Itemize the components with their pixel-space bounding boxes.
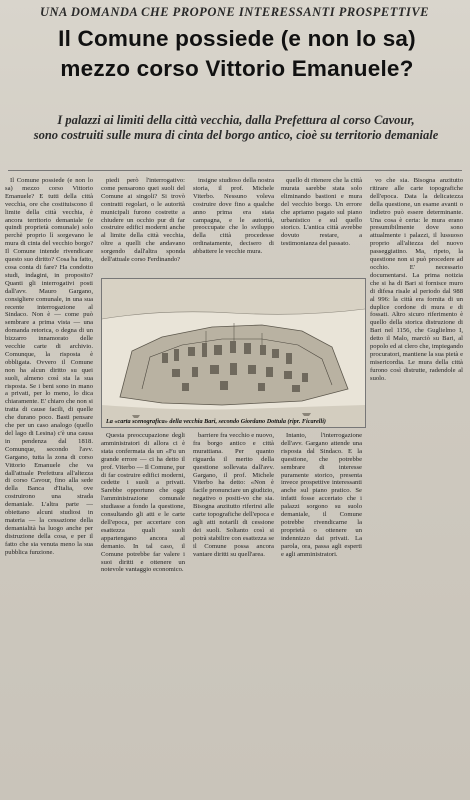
article-column-3-continued bbox=[193, 432, 274, 795]
article-column-4-continued bbox=[281, 432, 362, 795]
article-column-2 bbox=[101, 177, 185, 275]
subhead-line-2: sono costruiti sulle mura di cinta del borgo antico, cioè su territorio demaniale bbox=[33, 128, 439, 142]
column-text: vo che sia. Bisogna anzitutto ritirare alle carte topografiche dell'epoca. Data la delicatezza della questione, un esame avanti o indietro può essere determinante. Una cosa è certa: le mura erano presumibilmente dove sono attualmente i palazzi, il lussuoso proprio all'altezza del nuovo passeggiatino. Ma, ripeto, la questione non si può procedere ad occhio. E' necessario documentarsi. La prima notizia che si ha di Bari si fornisce muro di difesa risale al periodo dal 988 al 996: la città era fornita di un duplice cordone di mura e di fossati. Altro sicuro riferimento è quello della storica distruzione di Bari nel 1156, che Guglielmo I, detto il Malo, marciò su Bari, al popolo ed ai clero che, impiegando procuratori, mantiene la sua pietà e misericordia. Le mura della città furono così distrutte, radendole al suolo. bbox=[370, 177, 463, 382]
column-text: barriere fra vecchio e nuovo, fra borgo antico e città murattiana. Per quanto riguarda il merito della questione sollevata dall'avv. Gargano, il prof. Michele Viterbo ha detto: «Non è facile pronunciare un giudizio, negativo o positi-vo che sia. Bisogna anzitutto riferirsi alle carte topografiche dell'epoca e agli atti notarili di cessione dei suoli. Soltanto così si potrà stabilire con esattezza se il Comune possa ancora vantare diritti su quell'area. bbox=[193, 432, 274, 558]
article-column-3 bbox=[193, 177, 274, 275]
column-text: Intanto, l'interrogazione dell'avv. Gargano attende una risposta dal Sindaco. E la questione, che potrebbe sembrare di interesse puramente storico, presenta invece prospettive interessanti anche sul piano pratico. Se infatti fosse accertato che i palazzi sorgono su suolo demaniale, il Comune potrebbe rivendicarne la proprietà o ottenere un indennizzo dai privati. La parola, ora, passa agli esperti e agli amministratori. bbox=[281, 432, 362, 558]
column-text: Il Comune possiede (e non lo sa) mezzo corso Vittorio Emanuele? E tutti della città vecchia, ore che costituiscono il limite della città vecchia, è ancora territorio demaniale (e quindi proprietà comunale) solo perchè proprio lì sorgevano le mura di cinta del vecchio borgo? Il Comune intende rivendicare questo suo diritto? Cosa ha fatto, cosa conta di fare? Ha condotto studi, indagini, in proposito? Quanti gli interrogativi posti dall'avv. Mauro Gargano, consigliere comunale, in una sua recente interrogazione al Sindaco. Non è — come può sembrare a prima vista — una domanda retorica, o degna di un bizzarro innamorato delle vecchie carte di archivio. Comunque, la risposta è obbligata. Ovvero il Comune non ha alcun diritto su quei suoli, almeno così sta la sua risposta. Se i beni sono in mano a privati, per lo meno, lo dica chiaramente. E' chiaro che non si tratta di cause facili, di quelle che durano poco. Basti pensare che per un caso analogo (quello del lago di Lesina) c'è una causa in pendenza dal 1818. Comunque, secondo l'avv. Gargano, tutta la zona di corso Vittorio Emanuele che va dall'attuale Prefettura all'altezza di corso Cavour, fino alla sede della Banca d'Italia, ove costruirono una strada demaniale. L'altra parte — obiettano alcuni studiosi in materia — la cessazione della demanialità ha luogo anche per distruzione della cosa, e per il fatto che sia venuta meno la sua pubblica funzione. bbox=[5, 177, 93, 556]
column-text: quello di ritenere che la città murata sarebbe stata solo eliminando bastioni e mura del vecchio borgo. Un errore che apriamo pagato sul piano urbanistico e sul quello storico. L'antica città avrebbe dovuto restare, a testimonianza del passato. bbox=[281, 177, 362, 248]
historic-map-illustration bbox=[101, 278, 366, 428]
headline bbox=[14, 24, 460, 84]
column-text: insigne studioso della nostra storia, il prof. Michele Viterbo. Nessuno voleva costruire dove fino a qualche anno prima era stata campagna, e le autorità, preoccupate che lo sviluppo della città procedesse ordinatamente, decisero di abbattere le vecchie mura. bbox=[193, 177, 274, 256]
kicker: UNA DOMANDA CHE PROPONE INTERESSANTI PROSPETTIVE bbox=[40, 5, 430, 19]
article-column-5 bbox=[370, 177, 463, 795]
column-text: piedi però l'interrogativo: come pensarono quei suoli del Comune ai singoli? Si trovò contratti regolari, o le autorità municipali furono costrette a chiudere un occhio pur di far costruire edifici moderni anche al limite della città vecchia, oltre a quelli che andavano sorgendo dall'altra sponda dell'attuale corso Ferdinando? bbox=[101, 177, 185, 264]
column-text: Questa preoccupazione degli amministratori di allora ci è stata confermata da un «Fu un grande errore — ci ha detto il prof. Viterbo — Il Comune, pur di far costruire edifici moderni, cedette i suoli a privati. Sarebbe opportuno che oggi l'amministrazione comunale studiasse a fondo la questione, consultando gli atti e le carte dell'epoca, per accertare con esattezza quali suoli appartengano ancora al demanio. In tal caso, il Comune potrebbe far valere i suoi diritti e ottenere un notevole vantaggio economico. bbox=[101, 432, 185, 574]
article-column-4 bbox=[281, 177, 362, 275]
headline-line-2: mezzo corso Vittorio Emanuele? bbox=[60, 56, 414, 81]
article-column-1 bbox=[5, 177, 93, 795]
subhead bbox=[26, 113, 446, 143]
subhead-line-1: I palazzi ai limiti della città vecchia, dalla Prefettura al corso Cavour, bbox=[57, 113, 415, 127]
map-drawing bbox=[102, 279, 365, 427]
article-column-2-continued bbox=[101, 432, 185, 795]
figure-caption: La «carta scenografica» della vecchia Bari, secondo Giordano Dottula (ripr. Ficarelli) bbox=[106, 418, 326, 425]
headline-line-1: Il Comune possiede (e non lo sa) bbox=[58, 26, 416, 51]
divider bbox=[8, 170, 462, 171]
